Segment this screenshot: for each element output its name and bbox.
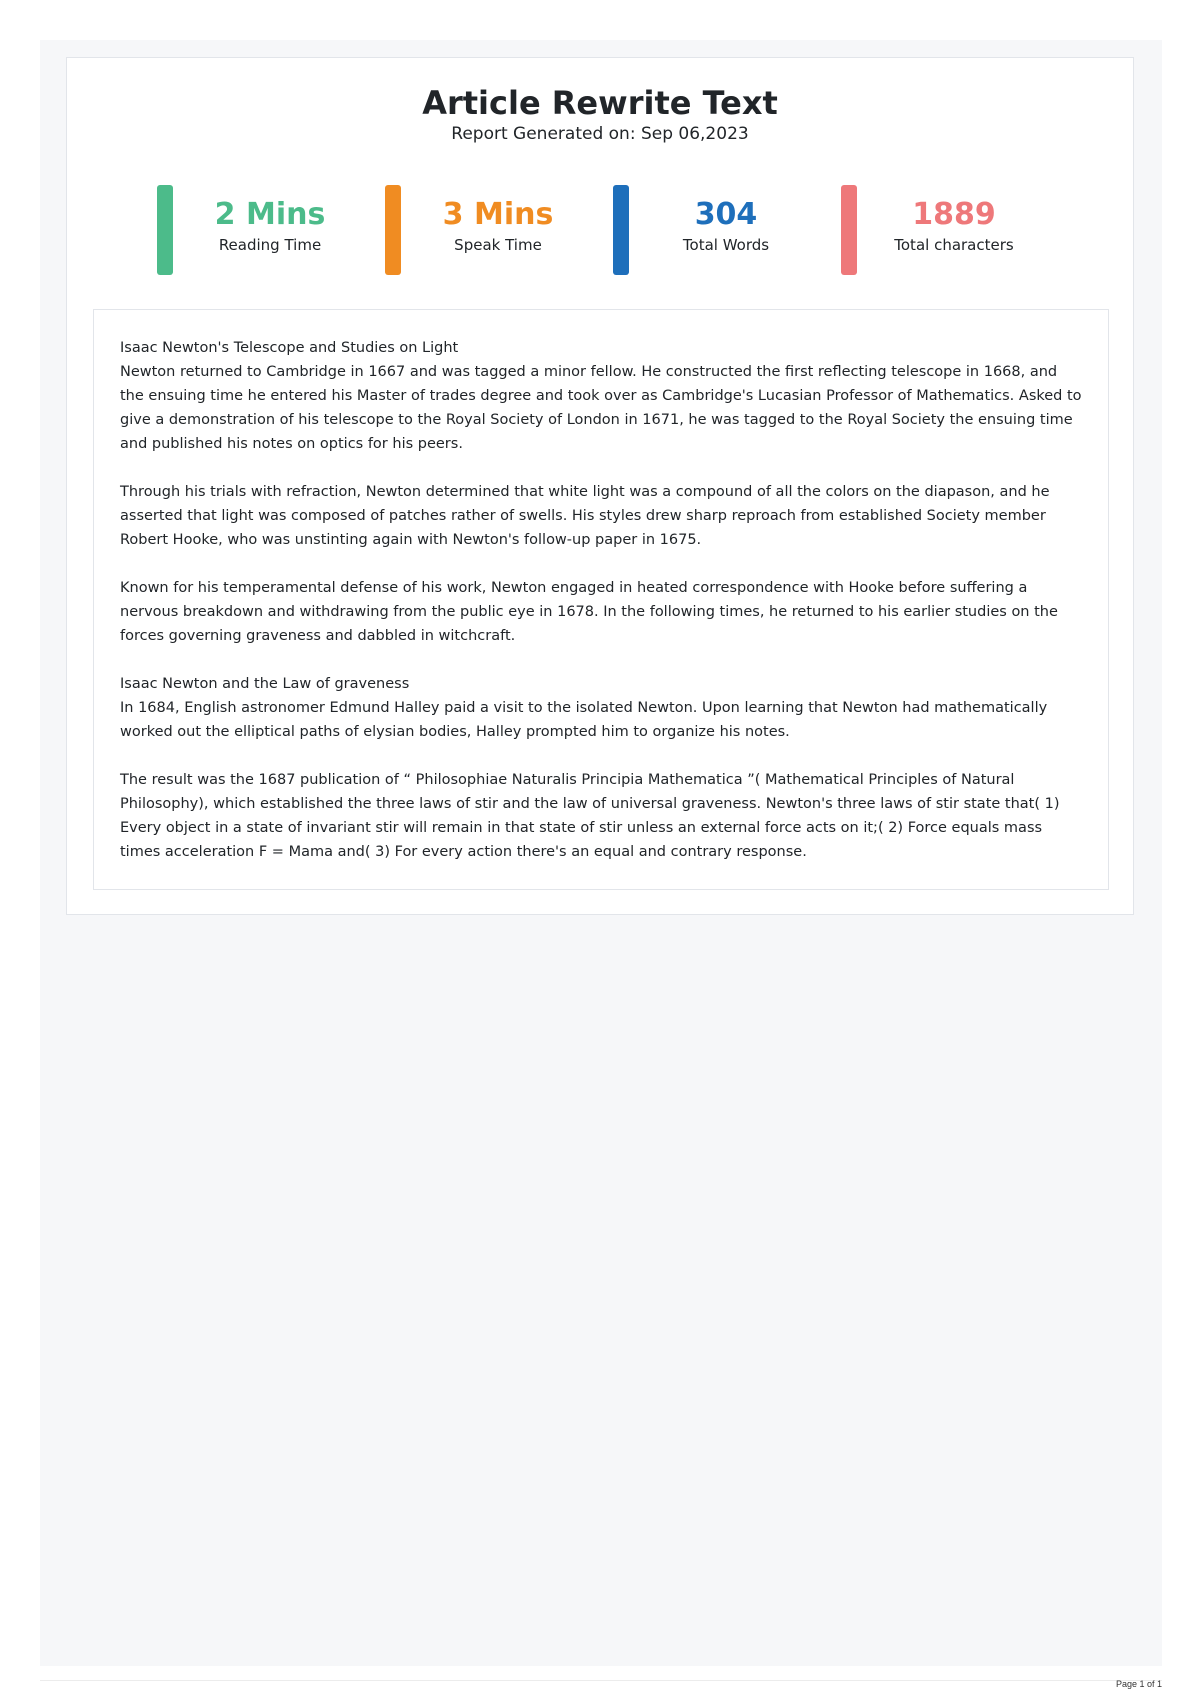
stats-row bbox=[157, 185, 1057, 277]
paragraph-text: Known for his temperamental defense of his work, Newton engaged in heated correspondence with Hooke before suffering a nervous breakdown and withdrawing from the public eye in 1678. In the following times, he returned to his earlier studies on the forces governing graveness and dabbled in witchcraft. bbox=[120, 580, 1058, 644]
article-paragraph bbox=[120, 576, 1084, 648]
article-paragraph bbox=[120, 480, 1084, 552]
paragraph-text: Newton returned to Cambridge in 1667 and was tagged a minor fellow. He constructed the first reflecting telescope in 1668, and the ensuing time he entered his Master of trades degree and took over as Cambridge's Lucasian Professor of Mathematics. Asked to give a demonstration of his telescope to the Royal Society of London in 1671, he was tagged to the Royal Society the ensuing time and published his notes on optics for his peers. bbox=[120, 364, 1082, 452]
stat-reading-time bbox=[157, 185, 367, 277]
paragraph-text: The result was the 1687 publication of “ Philosophiae Naturalis Principia Mathematica ”( Mathematical Principles of Natural Philosophy), which established the three laws of stir and the law of universal graveness. Newton's three laws of stir state that( 1) Every object in a state of invariant stir will remain in that state of stir unless an external force acts on it;( 2) Force equals mass times acceleration F = Mama and( 3) For every action there's an equal and contrary response. bbox=[120, 772, 1060, 860]
stat-total-characters bbox=[841, 185, 1051, 277]
stat-speak-time bbox=[385, 185, 595, 277]
stat-value: 2 Mins bbox=[214, 197, 326, 232]
stat-label: Total characters bbox=[894, 236, 1014, 254]
stat-label: Total Words bbox=[682, 236, 770, 254]
article-paragraph bbox=[120, 672, 1084, 744]
stat-accent-bar bbox=[385, 185, 401, 275]
stat-total-words bbox=[613, 185, 823, 277]
stat-value: 304 bbox=[694, 197, 758, 232]
paragraph-text: Through his trials with refraction, Newton determined that white light was a compound of all the colors on the diapason, and he asserted that light was composed of patches rather of swells. His styles drew sharp reproach from established Society member Robert Hooke, who was unstinting again with Newton's follow-up paper in 1675. bbox=[120, 484, 1050, 548]
stat-value: 3 Mins bbox=[442, 197, 554, 232]
article-text-box[interactable] bbox=[93, 309, 1109, 890]
section-heading: Isaac Newton and the Law of graveness bbox=[120, 676, 410, 692]
article-paragraph bbox=[120, 768, 1084, 864]
page-title: Article Rewrite Text bbox=[422, 84, 778, 122]
report-card bbox=[66, 57, 1134, 915]
report-date: Report Generated on: Sep 06,2023 bbox=[451, 124, 749, 144]
stat-value: 1889 bbox=[912, 197, 996, 232]
stat-accent-bar bbox=[841, 185, 857, 275]
article-paragraph bbox=[120, 336, 1084, 456]
stat-accent-bar bbox=[613, 185, 629, 275]
stat-label: Speak Time bbox=[454, 236, 542, 254]
paragraph-text: In 1684, English astronomer Edmund Halley paid a visit to the isolated Newton. Upon learning that Newton had mathematically worked out the elliptical paths of elysian bodies, Halley prompted him to organize his notes. bbox=[120, 700, 1048, 740]
page-number: Page 1 of 1 bbox=[1115, 1679, 1162, 1689]
footer-divider bbox=[40, 1680, 1162, 1681]
stat-accent-bar bbox=[157, 185, 173, 275]
stat-label: Reading Time bbox=[218, 236, 322, 254]
section-heading: Isaac Newton's Telescope and Studies on Light bbox=[120, 340, 459, 356]
